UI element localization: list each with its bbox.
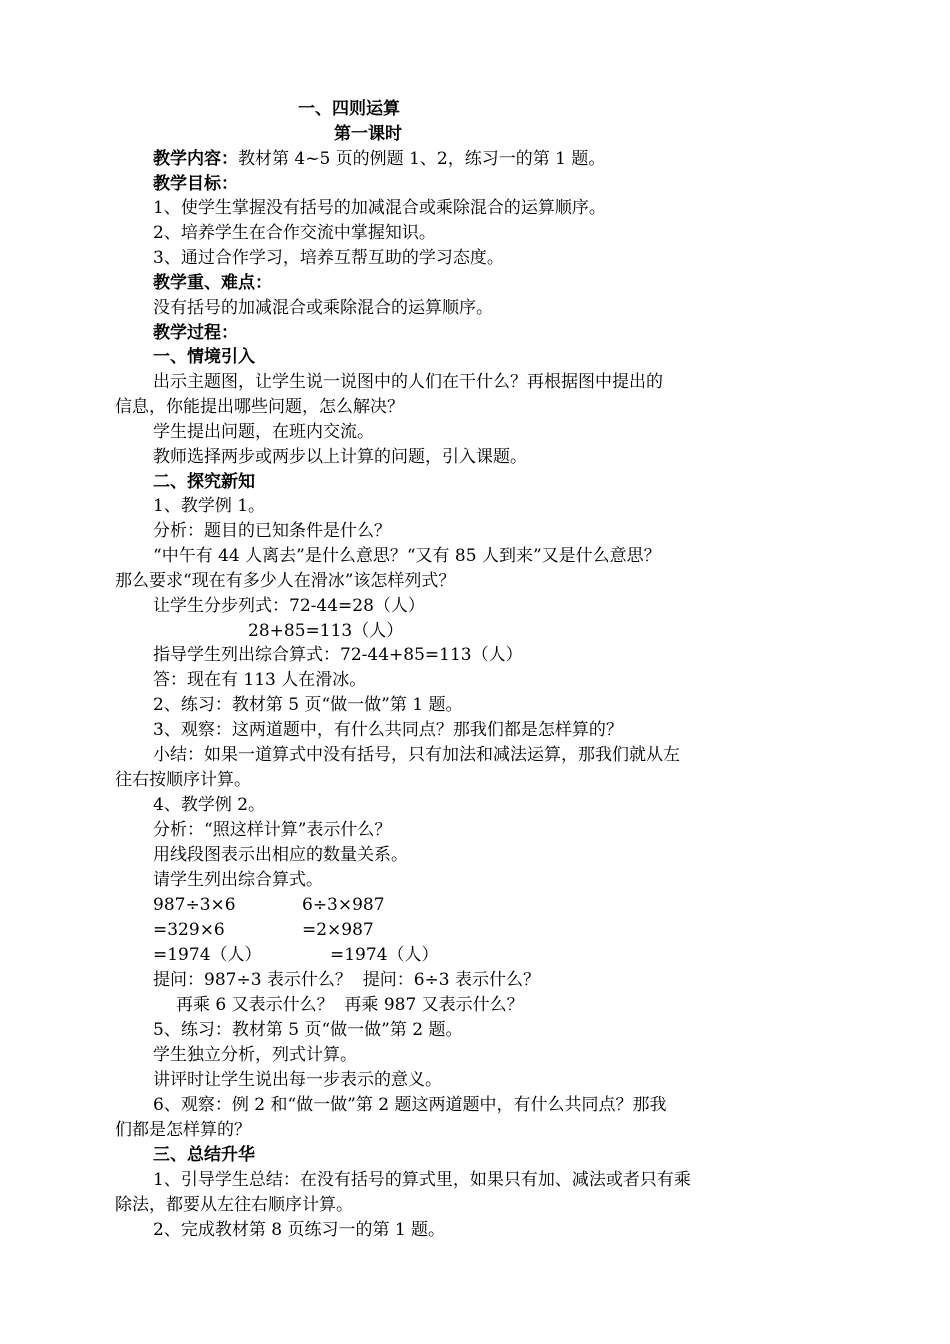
paragraph: 1、引导学生总结：在没有括号的算式里，如果只有加、减法或者只有乘 [153, 1170, 691, 1190]
paragraph: 那么要求“现在有多少人在滑冰”该怎样列式？ [115, 571, 456, 591]
paragraph: 分析：“照这样计算”表示什么？ [153, 820, 392, 840]
paragraph: 1、教学例 1。 [153, 496, 266, 516]
paragraph: 学生提出问题，在班内交流。 [153, 422, 374, 442]
paragraph: 4、教学例 2。 [153, 795, 266, 815]
paragraph: 学生独立分析，列式计算。 [153, 1045, 357, 1065]
goal-item: 2、培养学生在合作交流中掌握知识。 [153, 223, 436, 243]
calc-right-line: 6÷3×987 [302, 895, 385, 915]
teaching-content-text: 教材第 4~5 页的例题 1、2，练习一的第 1 题。 [238, 149, 606, 169]
paragraph: 小结：如果一道算式中没有括号，只有加法和减法运算，那我们就从左 [153, 745, 680, 765]
goals-heading: 教学目标： [153, 174, 238, 194]
process-heading: 教学过程： [153, 323, 238, 343]
calc-left-line: =329×6 [153, 920, 225, 940]
paragraph: 6、观察：例 2 和“做一做”第 2 题这两道题中，有什么共同点？那我 [153, 1095, 667, 1115]
paragraph: 们都是怎样算的？ [115, 1120, 251, 1140]
paragraph: 用线段图表示出相应的数量关系。 [153, 845, 408, 865]
paragraph: 让学生分步列式：72-44=28（人） [153, 596, 425, 616]
paragraph: 分析：题目的已知条件是什么？ [153, 521, 391, 541]
paragraph: 3、观察：这两道题中，有什么共同点？那我们都是怎样算的？ [153, 720, 623, 740]
teaching-content [153, 148, 605, 170]
paragraph: 讲评时让学生说出每一步表示的意义。 [153, 1070, 442, 1090]
paragraph: 答：现在有 113 人在滑冰。 [153, 670, 367, 690]
paragraph: 往右按顺序计算。 [115, 770, 251, 790]
goal-item: 3、通过合作学习，培养互帮互助的学习态度。 [153, 248, 504, 268]
paragraph: 再乘 6 又表示什么？ 再乘 987 又表示什么？ [176, 995, 524, 1015]
paragraph: 5、练习：教材第 5 页“做一做”第 2 题。 [153, 1020, 463, 1040]
calc-right-line: =1974（人） [330, 945, 439, 965]
calc-left-line: =1974（人） [153, 945, 262, 965]
paragraph: 2、完成教材第 8 页练习一的第 1 题。 [153, 1220, 446, 1240]
teaching-content-label: 教学内容： [153, 149, 238, 169]
page-title: 一、四则运算 [298, 99, 400, 119]
page-subtitle: 第一课时 [334, 124, 402, 144]
paragraph: 2、练习：教材第 5 页“做一做”第 1 题。 [153, 695, 463, 715]
paragraph: 提问：987÷3 表示什么？ 提问：6÷3 表示什么？ [153, 970, 540, 990]
paragraph: 指导学生列出综合算式：72-44+85=113（人） [153, 645, 523, 665]
section2-heading: 二、探究新知 [153, 472, 255, 492]
key-heading: 教学重、难点： [153, 273, 272, 293]
calc-left-line: 987÷3×6 [153, 895, 236, 915]
key-text: 没有括号的加减混合或乘除混合的运算顺序。 [153, 298, 493, 318]
paragraph: 除法，都要从左往右顺序计算。 [115, 1195, 353, 1215]
section3-heading: 三、总结升华 [153, 1145, 255, 1165]
paragraph: 出示主题图，让学生说一说图中的人们在干什么？再根据图中提出的 [153, 372, 663, 392]
paragraph: 28+85=113（人） [248, 621, 404, 641]
paragraph: 信息，你能提出哪些问题，怎么解决？ [115, 397, 404, 417]
section1-heading: 一、情境引入 [153, 347, 255, 367]
calc-right-line: =2×987 [302, 920, 374, 940]
paragraph: 教师选择两步或两步以上计算的问题，引入课题。 [153, 447, 527, 467]
paragraph: 请学生列出综合算式。 [153, 870, 323, 890]
paragraph: “中午有 44 人离去”是什么意思？“又有 85 人到来”又是什么意思？ [153, 546, 661, 566]
goal-item: 1、使学生掌握没有括号的加减混合或乘除混合的运算顺序。 [153, 198, 606, 218]
